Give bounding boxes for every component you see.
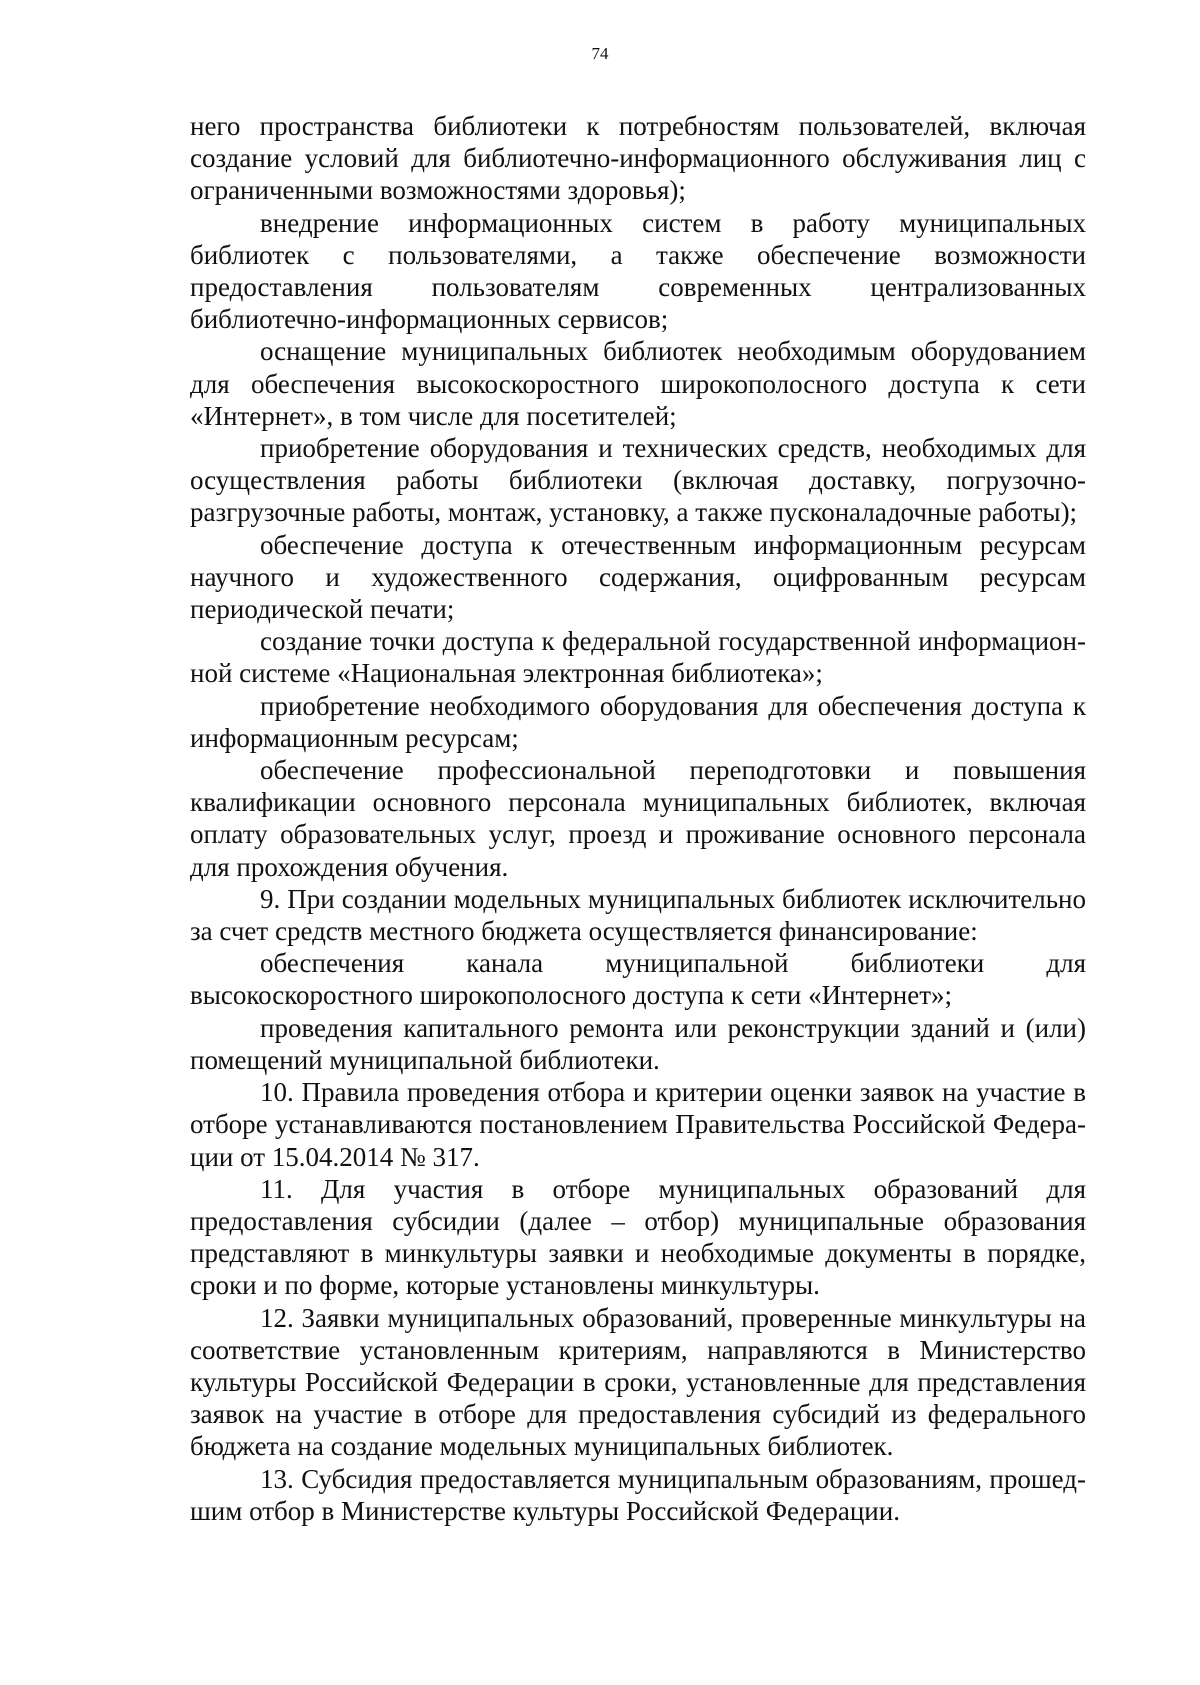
paragraph: 9. При создании модельных муниципальных библиотек исключительно за счет средств местного бюджета осуществляется финансирование: xyxy=(190,883,1086,947)
paragraph: создание точки доступа к федеральной государственной информационной системе «Национальная электронная библиотека»; xyxy=(190,626,1086,689)
page-number: 74 xyxy=(591,44,609,63)
paragraph: обеспечение доступа к отечественным информационным ресурсам научного и художественного содержания, оцифрованным ресурсам периодической печати; xyxy=(190,529,1086,625)
paragraph: проведения капитального ремонта или реконструкции зданий и (или) помещений муниципальной библиотеки. xyxy=(190,1012,1086,1075)
paragraph: внедрение информационных систем в работу муниципальных библиотек с пользователями, а также обеспечение возможности предоставления пользователям современных централизованных библиотечно-информационных сервисов; xyxy=(190,207,1086,335)
paragraph: 13. Субсидия предоставляется муниципальным образованиям, прошедшим отбор в Министерстве культуры Российской Федерации. xyxy=(190,1463,1086,1526)
document-body xyxy=(190,110,1086,1527)
paragraph: 11. Для участия в отборе муниципальных образований для предоставления субсидии (далее – отбор) муниципальные образования представляют в минкультуры заявки и необходимые документы в порядке, сроки и по форме, которые установлены минкультуры. xyxy=(190,1173,1086,1301)
paragraph: 10. Правила проведения отбора и критерии оценки заявок на участие в отборе устанавливаются постановлением Правительства Российской Федерации от 15.04.2014 № 317. xyxy=(190,1077,1086,1172)
paragraph: 12. Заявки муниципальных образований, проверенные минкультуры на соответствие установленным критериям, направляются в Министерство культуры Российской Федерации в сроки, установленные для представления заявок на участие в отборе для предоставления субсидий из федерального бюджета на создание модельных муниципальных библиотек. xyxy=(190,1302,1086,1462)
paragraph: обеспечения канала муниципальной библиотеки для высокоскоростного широкополосного доступа к сети «Интернет»; xyxy=(190,948,1086,1011)
paragraph: него пространства библиотеки к потребностям пользователей, включая создание условий для библиотечно-информационного обслуживания лиц с ограниченными возможностями здоровья); xyxy=(190,111,1086,206)
paragraph: приобретение оборудования и технических средств, необходимых для осуществления работы библиотеки (включая доставку, погрузочно-разгрузочные работы, монтаж, установку, а также пусконаладочные работы); xyxy=(190,433,1086,528)
paragraph: обеспечение профессиональной переподготовки и повышения квалификации основного персонала муниципальных библиотек, включая оплату образовательных услуг, проезд и проживание основного персонала для прохождения обучения. xyxy=(190,755,1086,882)
paragraph: приобретение необходимого оборудования для обеспечения доступа к информационным ресурсам; xyxy=(190,690,1086,753)
paragraph: оснащение муниципальных библиотек необходимым оборудованием для обеспечения высокоскоростного широкополосного доступа к сети «Интернет», в том числе для посетителей; xyxy=(190,336,1086,431)
